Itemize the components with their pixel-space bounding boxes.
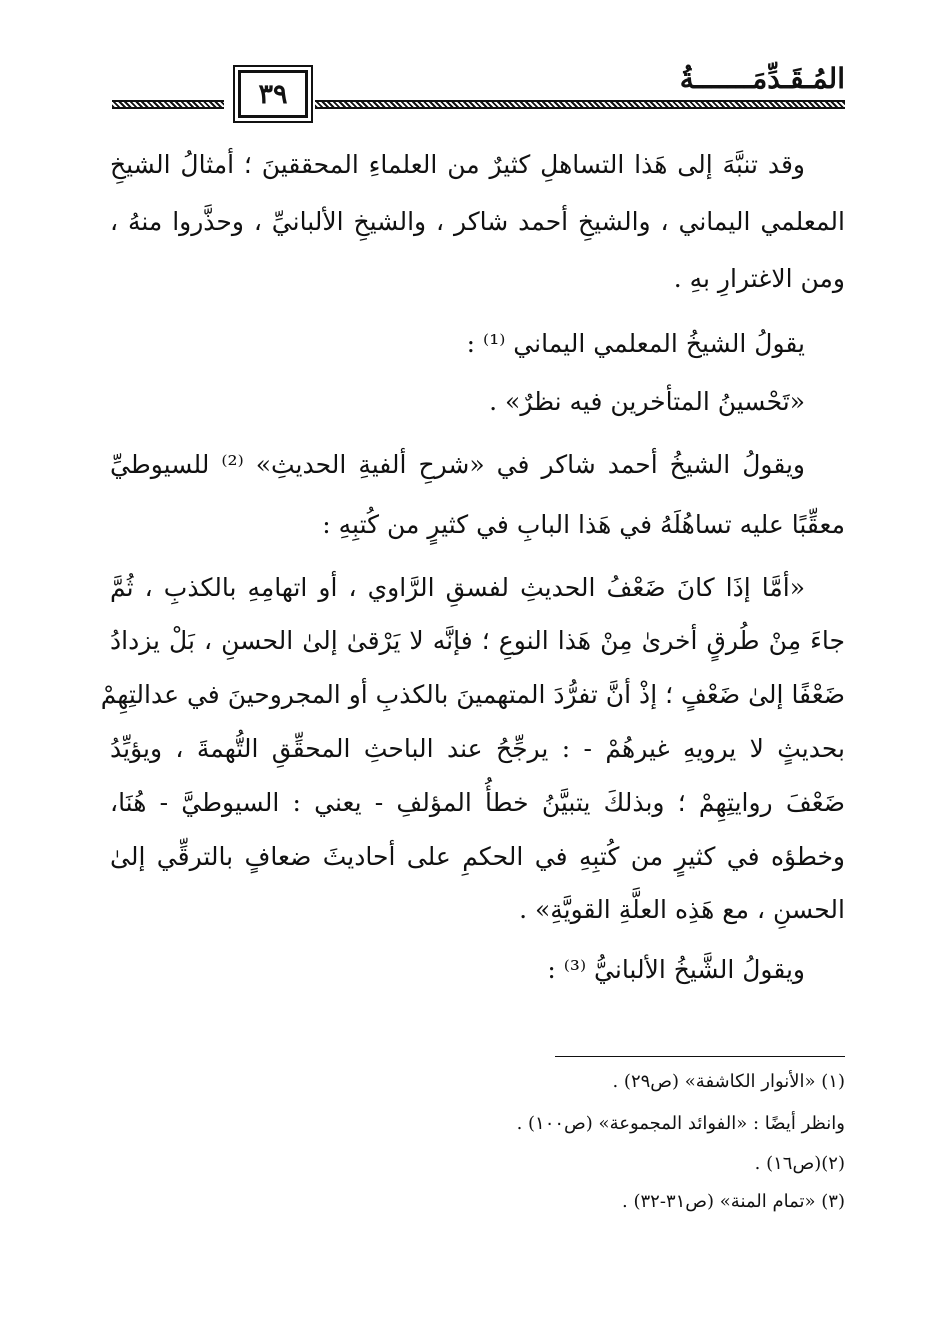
- header-rule-left: [112, 100, 224, 109]
- body-line-9: جاءَ مِنْ طُرقٍ أخرىٰ مِنْ هَذا النوعِ ؛ فإنَّه لا يَرْقىٰ إلىٰ الحسنِ ، بَلْ يزدادُ: [110, 626, 845, 655]
- footnote-separator: [555, 1056, 845, 1057]
- footnote-1-see-also: وانظر أيضًا : «الفوائد المجموعة» (ص١٠٠) .: [516, 1113, 845, 1134]
- footnote-1: (١) «الأنوار الكاشفة» (ص٢٩) .: [612, 1071, 845, 1092]
- body-line-5: «تَحْسينُ المتأخرين فيه نظرٌ» .: [489, 387, 805, 416]
- body-line-15: ويقولُ الشَّيخُ الألبانيُّ ⁽³⁾ :: [547, 955, 805, 984]
- body-line-12: ضَعْفَ روايتِهِمْ ؛ وبذلكَ يتبيَّنُ خطأُ المؤلفِ - يعني : السيوطيَّ - هُنَا،: [110, 788, 845, 817]
- body-line-6: ويقولُ الشيخُ أحمد شاكر في «شرحِ ألفيةِ الحديثِ» ⁽²⁾ للسيوطيِّ: [110, 450, 805, 479]
- body-line-1: وقد تنبَّهَ إلى هَذا التساهلِ كثيرٌ من العلماءِ المحققينَ ؛ أمثالُ الشيخِ: [110, 150, 805, 179]
- body-line-14: الحسنِ ، مع هَذِه العلَّةِ القويَّةِ» .: [519, 895, 845, 924]
- page-number: ٣٩: [238, 70, 308, 118]
- body-line-4: يقولُ الشيخُ المعلمي اليماني ⁽¹⁾ :: [466, 329, 805, 358]
- body-line-3: ومن الاغترارِ بهِ .: [673, 264, 845, 293]
- body-line-7: معقِّبًا عليه تساهُلَهُ في هَذا البابِ في كثيرٍ من كُتبِهِ :: [322, 510, 845, 539]
- body-line-8: «أمَّا إذَا كانَ ضَعْفُ الحديثِ لفسقِ الرَّاوي ، أو اتهامِهِ بالكذبِ ، ثُمَّ: [110, 573, 805, 602]
- header-rule-right: [315, 100, 845, 109]
- body-line-10: ضَعْفًا إلىٰ ضَعْفٍ ؛ إذْ أنَّ تفرُّدَ المتهمينَ بالكذبِ أو المجروحينَ في عدالتِهِمْ: [100, 680, 845, 709]
- footnote-2: (٢)(ص١٦) .: [754, 1153, 845, 1174]
- running-header-title: المُـقَـدِّمَـــــــةُ: [679, 62, 845, 95]
- body-line-11: بحديثٍ لا يرويهِ غيرهُمْ - : يرجِّحُ عند الباحثِ المحقِّقِ التُّهمةَ ، ويؤيِّدُ: [110, 734, 845, 763]
- body-line-13: وخطؤه في كثيرٍ من كُتبِهِ في الحكمِ على أحاديثَ ضعافٍ بالترقِّي إلىٰ: [110, 842, 845, 871]
- footnote-3: (٣) «تمام المنة» (ص٣١-٣٢) .: [622, 1191, 845, 1212]
- body-line-2: المعلمي اليماني ، والشيخِ أحمد شاكر ، والشيخِ الألبانيِّ ، وحذَّروا منهُ ،: [110, 207, 845, 236]
